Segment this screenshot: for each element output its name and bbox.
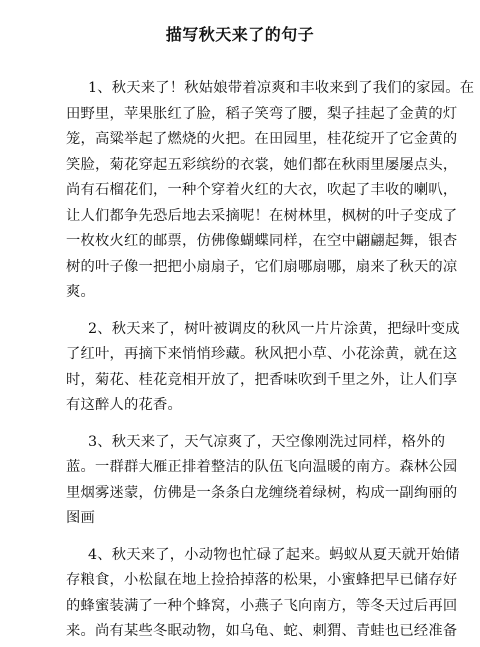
- paragraph-4-line: 存粮食，小松鼠在地上捡拾掉落的松果，小蜜蜂把早已储存好: [66, 572, 458, 588]
- paragraph-3-line: 3、秋天来了，天气凉爽了，天空像刚洗过同样，格外的: [88, 434, 446, 450]
- paragraph-4-line: 4、秋天来了，小动物也忙碌了起来。蚂蚁从夏天就开始储: [88, 547, 460, 563]
- paragraph-2-line: 2、秋天来了，树叶被调皮的秋风一片片涂黄，把绿叶变成: [88, 321, 460, 337]
- document-title: 描写秋天来了的句子: [165, 25, 315, 44]
- paragraph-1-line: 让人们都争先恐后地去采摘呢！在树林里，枫树的叶子变成了: [66, 208, 458, 224]
- paragraph-1-line: 树的叶子像一把把小扇扇子，它们扇哪扇哪，扇来了秋天的凉: [66, 259, 458, 275]
- paragraph-1-line: 尚有石榴花们，一种个穿着火红的大衣，吹起了丰收的喇叭，: [66, 182, 458, 198]
- paragraph-1-line: 1、秋天来了！秋姑娘带着凉爽和丰收来到了我们的家园。在: [88, 80, 475, 96]
- paragraph-1-line: 笑脸，菊花穿起五彩缤纷的衣裳，她们都在秋雨里屡屡点头，: [66, 157, 458, 173]
- paragraph-3-line: 蓝。一群群大雁正排着整洁的队伍飞向温暖的南方。森林公园: [66, 459, 458, 475]
- paragraph-2-line: 时，菊花、桂花竞相开放了，把香味吹到千里之外，让人们享: [66, 372, 458, 388]
- paragraph-2-line: 有这醉人的花香。: [66, 397, 182, 413]
- paragraph-4-line: 的蜂蜜装满了一种个蜂窝，小燕子飞向南方，等冬天过后再回: [66, 598, 458, 614]
- paragraph-1-line: 爽。: [66, 284, 95, 300]
- paragraph-4-line: 来。尚有某些冬眠动物，如乌龟、蛇、刺猬、青蛙也已经准备: [66, 623, 458, 639]
- paragraph-1-line: 笼，高粱举起了燃烧的火把。在田园里，桂花绽开了它金黄的: [66, 131, 458, 147]
- paragraph-3-line: 里烟雾迷蒙，仿佛是一条条白龙缠绕着绿树，构成一副绚丽的: [66, 485, 458, 501]
- paragraph-3-line: 图画: [66, 510, 95, 526]
- paragraph-1-line: 田野里，苹果胀红了脸，稻子笑弯了腰，梨子挂起了金黄的灯: [66, 106, 458, 122]
- paragraph-2-line: 了红叶，再摘下来悄悄珍藏。秋风把小草、小花涂黄，就在这: [66, 346, 458, 362]
- paragraph-1-line: 一枚枚火红的邮票，仿佛像蝴蝶同样，在空中翩翩起舞，银杏: [66, 233, 458, 249]
